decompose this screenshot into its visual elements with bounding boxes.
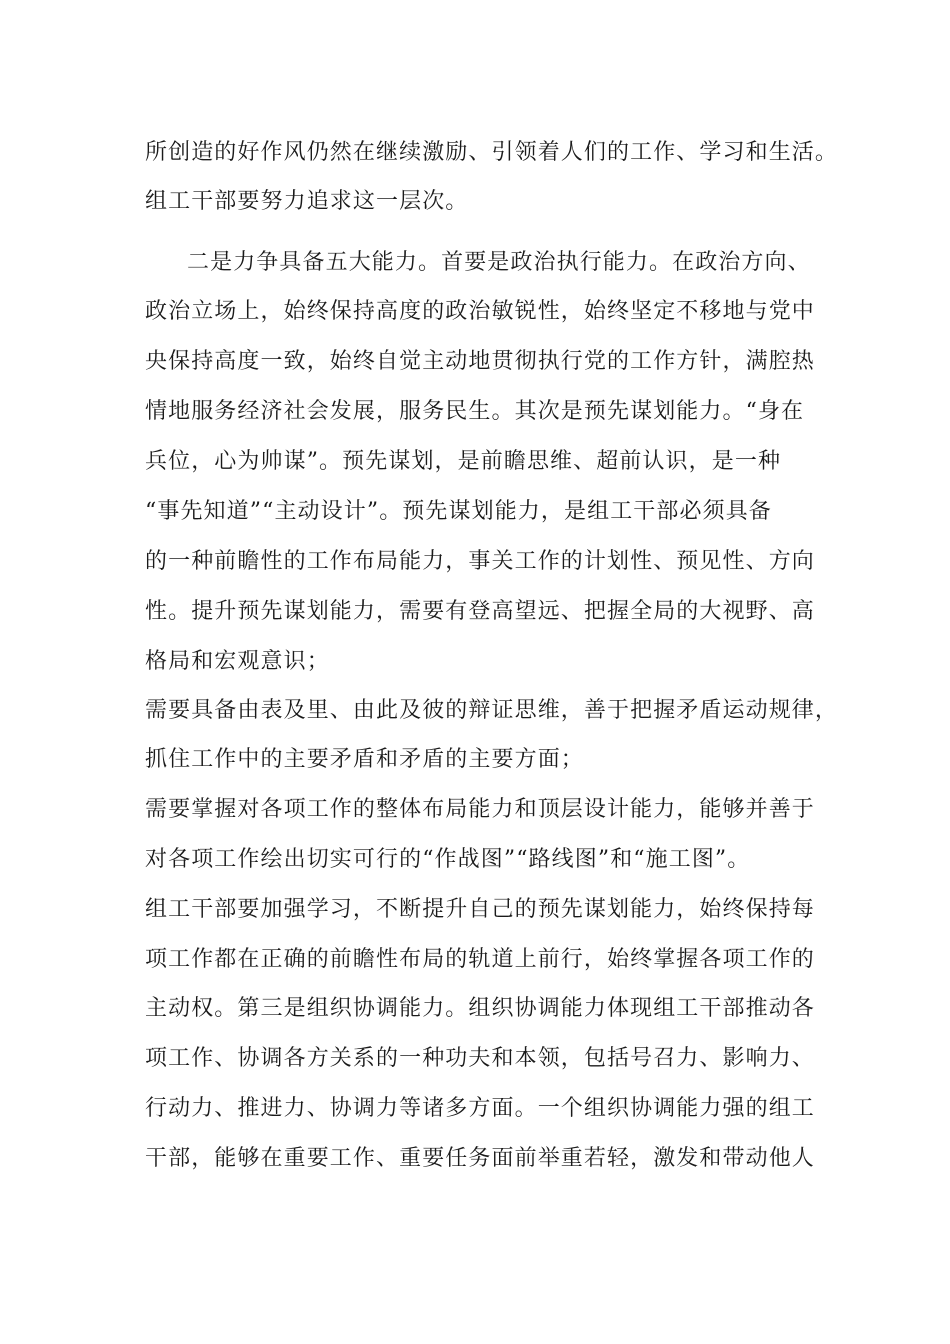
text-line: 项工作都在正确的前瞻性布局的轨道上前行，始终掌握各项工作的 — [145, 947, 815, 972]
text-line: 抓住工作中的主要矛盾和矛盾的主要方面； — [145, 747, 584, 772]
text-line: 组工干部要加强学习，不断提升自己的预先谋划能力，始终保持每 — [145, 897, 815, 922]
text-line: 性。提升预先谋划能力，需要有登高望远、把握全局的大视野、高 — [145, 599, 815, 624]
text-line: 组工干部要努力追求这一层次。 — [145, 189, 469, 214]
text-line: 所创造的好作风仍然在继续激励、引领着人们的工作、学习和生活。 — [145, 140, 839, 165]
text-line: 需要掌握对各项工作的整体布局能力和顶层设计能力，能够并善于 — [145, 797, 815, 822]
text-line: 主动权。第三是组织协调能力。组织协调能力体现组工干部推动各 — [145, 996, 815, 1021]
text-line: 对各项工作绘出切实可行的“作战图”“路线图”和“施工图”。 — [145, 847, 751, 872]
text-line: 政治立场上，始终保持高度的政治敏锐性，始终坚定不移地与党中 — [145, 299, 815, 324]
text-line: 的一种前瞻性的工作布局能力，事关工作的计划性、预见性、方向 — [145, 549, 815, 574]
text-line: 兵位，心为帅谋”。预先谋划，是前瞻思维、超前认识，是一种 — [145, 449, 782, 474]
text-line: “事先知道”“主动设计”。预先谋划能力，是组工干部必须具备 — [145, 499, 772, 524]
text-line: 干部，能够在重要工作、重要任务面前举重若轻，激发和带动他人 — [145, 1146, 815, 1171]
text-line: 格局和宏观意识； — [145, 649, 330, 674]
text-line: 行动力、推进力、协调力等诸多方面。一个组织协调能力强的组工 — [145, 1096, 815, 1121]
text-line: 需要具备由表及里、由此及彼的辩证思维，善于把握矛盾运动规律， — [145, 698, 839, 723]
text-line: 项工作、协调各方关系的一种功夫和本领，包括号召力、影响力、 — [145, 1046, 815, 1071]
text-line: 央保持高度一致，始终自觉主动地贯彻执行党的工作方针，满腔热 — [145, 349, 815, 374]
paragraph-first-line: 二是力争具备五大能力。首要是政治执行能力。在政治方向、 — [187, 250, 811, 275]
text-line: 情地服务经济社会发展，服务民生。其次是预先谋划能力。“身在 — [145, 399, 805, 424]
